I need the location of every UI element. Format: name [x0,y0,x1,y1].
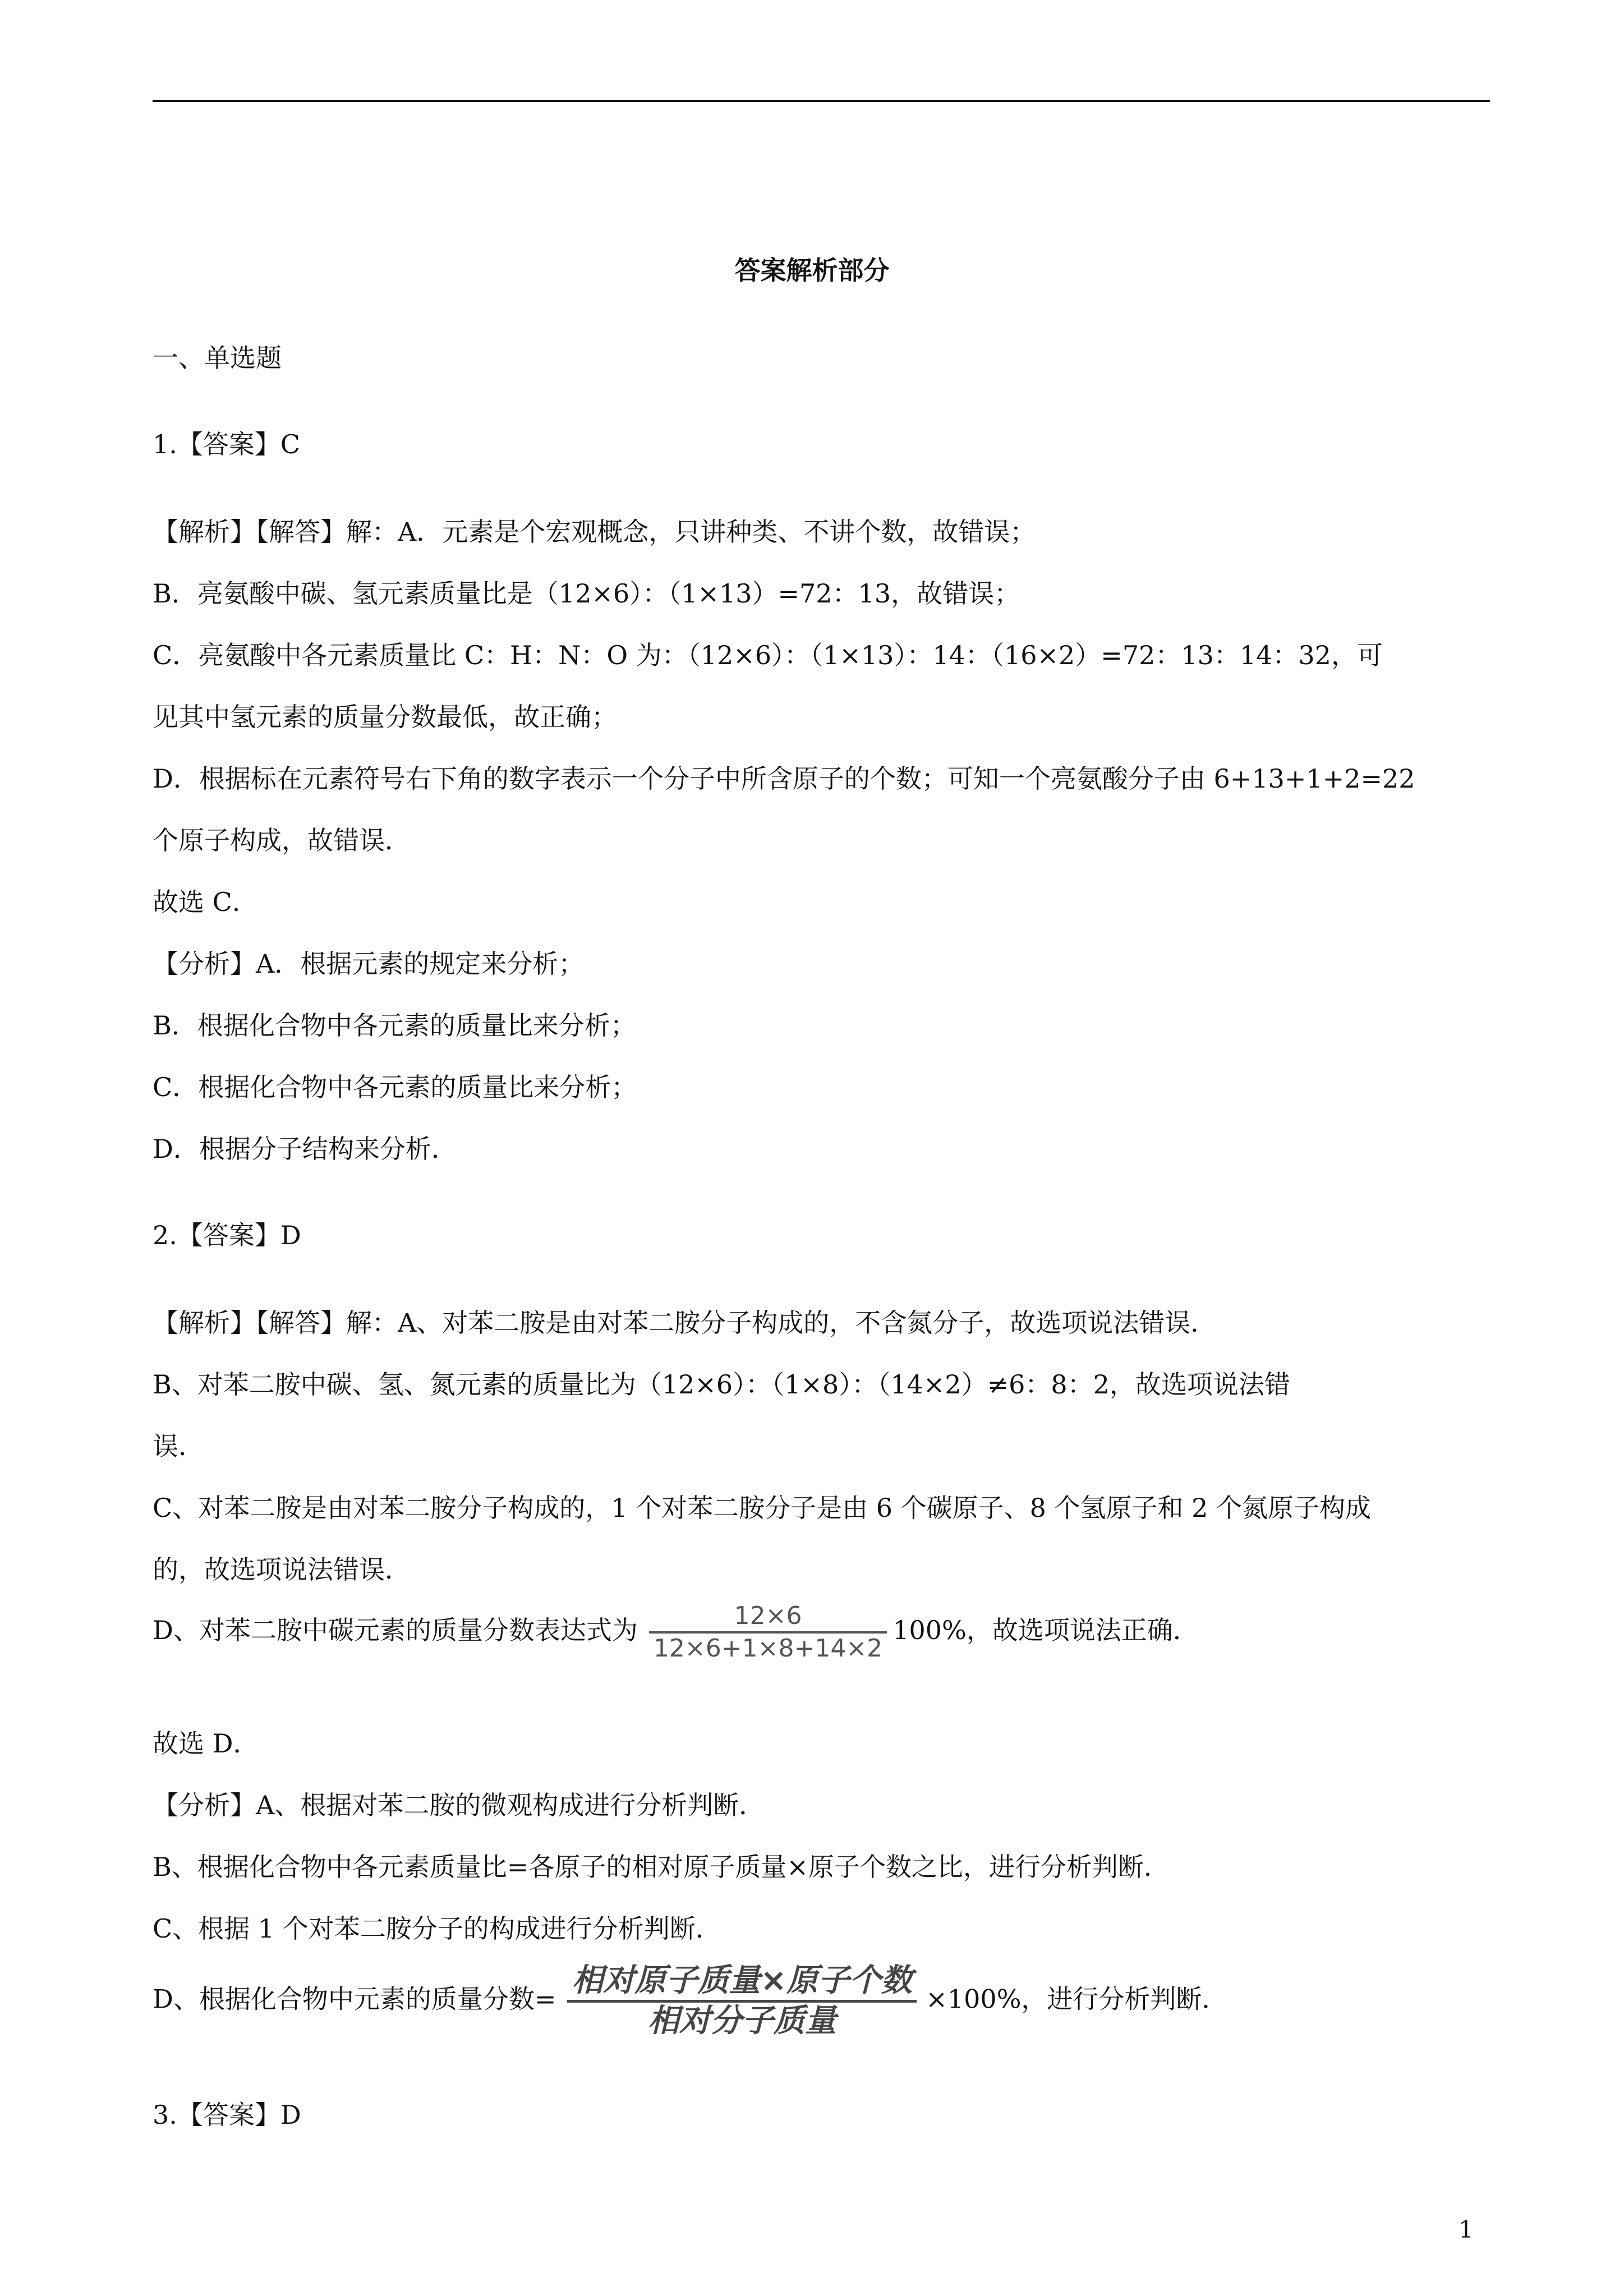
formula-suffix: 100%，故选项说法正确． [892,1615,1199,1646]
text-line: 故选 C． [153,887,258,917]
document-title: 答案解析部分 [734,255,890,286]
text-line: 【分析】A、根据对苯二胺的微观构成进行分析判断． [153,1790,765,1820]
analysis-suffix: ×100%，进行分析判断． [926,1984,1228,2014]
fraction-numerator: 相对原子质量×原子个数 [572,1962,913,1999]
fraction-bar [649,1631,887,1634]
analysis-prefix: D、根据化合物中元素的质量分数= [153,1984,556,2014]
fraction-denominator: 相对分子质量 [647,2002,836,2039]
text-line: D．根据分子结构来分析． [153,1134,457,1164]
text-line: 个原子构成，故错误． [153,825,411,855]
analysis-fraction [567,1964,917,2038]
text-line: 【分析】A．根据元素的规定来分析； [153,949,585,979]
text-line: C．亮氨酸中各元素质量比 C：H：N：O 为：（12×6）：（1×13）：14：（16×2）=72：13：14：32，可 [153,640,1383,670]
fraction-numerator: 12×6 [734,1602,802,1630]
text-line: B．亮氨酸中碳、氢元素质量比是（12×6）：（1×13）=72：13，故错误； [153,578,1020,609]
page-number: 1 [1459,2216,1474,2243]
text-line: 见其中氢元素的质量分数最低，故正确； [153,702,617,732]
text-line: B、对苯二胺中碳、氢、氮元素的质量比为（12×6）：（1×8）：（14×2）≠6：8：2，故选项说法错 [153,1369,1290,1400]
text-line: C、对苯二胺是由对苯二胺分子构成的，1 个对苯二胺分子是由 6 个碳原子、8 个氢原子和 2 个氮原子构成 [153,1493,1371,1523]
section-heading: 一、单选题 [153,343,282,373]
text-line: 的，故选项说法错误． [153,1554,411,1585]
answer-1-heading: 1.【答案】C [153,429,301,459]
text-line: B．根据化合物中各元素的质量比来分析； [153,1010,636,1041]
text-line: 故选 D． [153,1728,259,1759]
header-rule [153,100,1490,102]
text-line: 【解析】【解答】解：A、对苯二胺是由对苯二胺分子构成的，不含氮分子，故选项说法错误． [153,1308,1217,1338]
formula-prefix: D、对苯二胺中碳元素的质量分数表达式为 [153,1615,638,1646]
text-line: D．根据标在元素符号右下角的数字表示一个分子中所含原子的个数；可知一个亮氨酸分子由 6+13+1+2=22 [153,763,1415,794]
fraction-denominator: 12×6+1×8+14×2 [653,1634,883,1663]
text-line: 【解析】【解答】解：A．元素是个宏观概念，只讲种类、不讲个数，故错误； [153,517,1036,547]
text-line: B、根据化合物中各元素质量比=各原子的相对原子质量×原子个数之比，进行分析判断． [153,1852,1170,1882]
formula-line [153,1603,1199,1662]
analysis-formula-line [153,1964,1227,2038]
answer-3-heading: 3.【答案】D [153,2100,301,2130]
text-line: C、根据 1 个对苯二胺分子的构成进行分析判断． [153,1913,721,1944]
text-line: C．根据化合物中各元素的质量比来分析； [153,1072,637,1102]
answer-2-heading: 2.【答案】D [153,1220,301,1250]
mass-fraction-formula [649,1603,887,1662]
text-line: 误． [153,1431,204,1461]
